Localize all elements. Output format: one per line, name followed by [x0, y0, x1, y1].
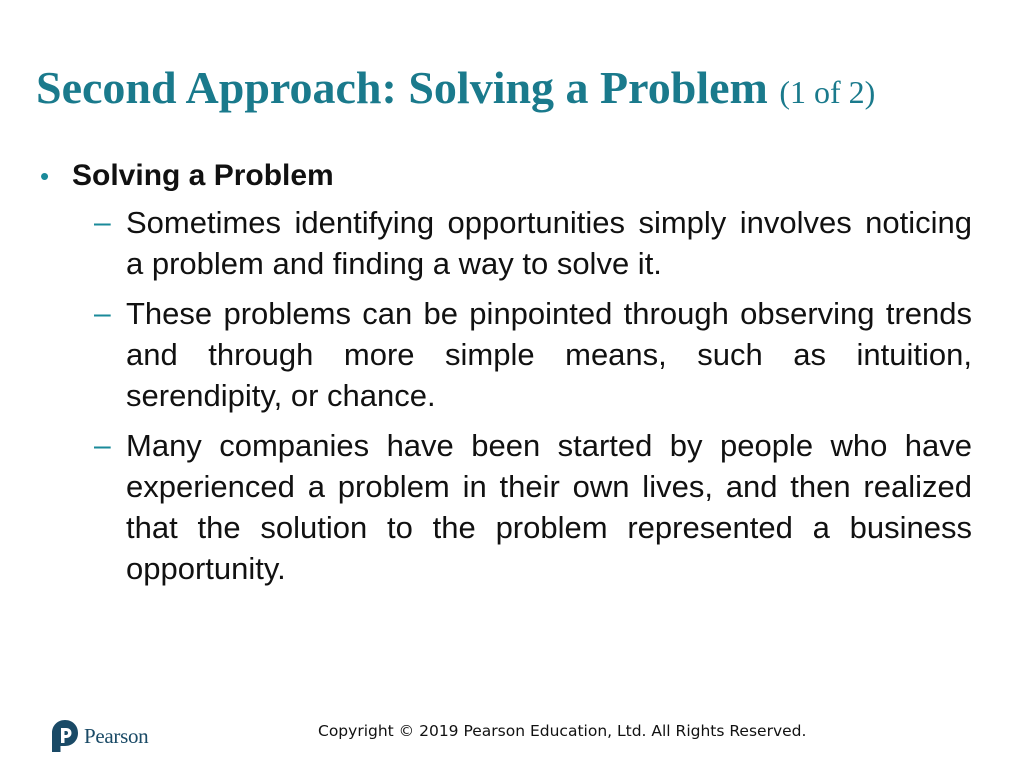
pearson-logo [51, 718, 148, 754]
bullet-dot-icon: • [40, 161, 50, 191]
sub-item-2 [72, 293, 972, 416]
sub-text: These problems can be pinpointed through observing trends and through more simple means, such as intuition, serendipity, or chance. [126, 296, 972, 413]
dash-icon: – [94, 429, 111, 462]
sub-text: Sometimes identifying opportunities simply involves noticing a problem and finding a way to solve it. [126, 205, 972, 281]
copyright-footer: Copyright © 2019 Pearson Education, Ltd. All Rights Reserved. [318, 722, 807, 740]
sub-list [72, 202, 972, 589]
pearson-p-logo-icon [51, 719, 79, 753]
sub-item-3 [72, 425, 972, 589]
dash-icon: – [94, 297, 111, 330]
bullet-heading: Solving a Problem [72, 159, 334, 192]
bullet-item [40, 156, 972, 589]
bullet-list [40, 156, 972, 598]
title-part-indicator: (1 of 2) [779, 74, 876, 110]
pearson-logo-text: Pearson [84, 723, 149, 748]
slide-title [36, 60, 996, 120]
title-text: Second Approach: Solving a Problem [36, 62, 768, 113]
sub-text: Many companies have been started by people who have experienced a problem in their own lives, and then realized that the solution to the problem represented a business opportunity. [126, 428, 972, 586]
dash-icon: – [94, 206, 111, 239]
sub-item-1 [72, 202, 972, 284]
